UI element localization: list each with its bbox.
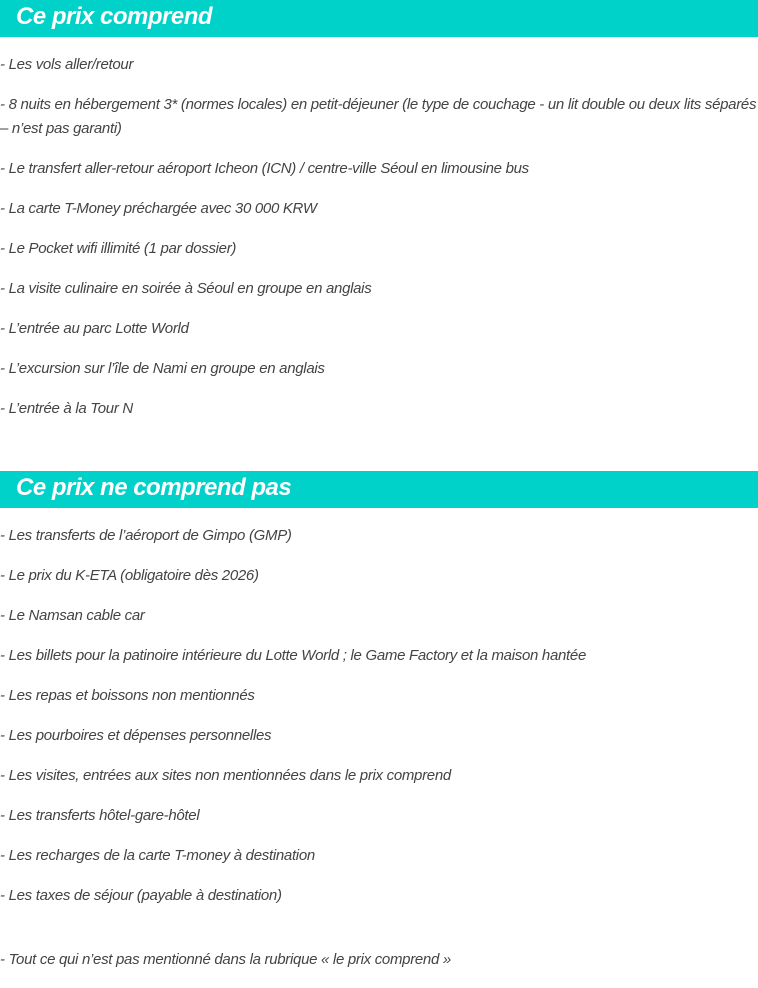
list-item: - Les vols aller/retour	[0, 56, 134, 73]
section-header-included	[0, 0, 758, 37]
list-item: - Le transfert aller-retour aéroport Icheon (ICN) / centre-ville Séoul en limousine bus	[0, 160, 529, 177]
list-item: - Les visites, entrées aux sites non mentionnées dans le prix comprend	[0, 767, 451, 784]
list-item: - Tout ce qui n’est pas mentionné dans la rubrique « le prix comprend »	[0, 951, 451, 968]
list-item: - Les recharges de la carte T-money à destination	[0, 847, 315, 864]
section-header-excluded	[0, 471, 758, 508]
list-item: - Le prix du K-ETA (obligatoire dès 2026)	[0, 567, 259, 584]
list-item: - L’excursion sur l’île de Nami en groupe en anglais	[0, 360, 325, 377]
list-item: - Le Namsan cable car	[0, 607, 145, 624]
section-title: Ce prix comprend	[16, 3, 213, 30]
section-title: Ce prix ne comprend pas	[16, 474, 292, 501]
list-item: - Les pourboires et dépenses personnelles	[0, 727, 272, 744]
list-item: - La carte T-Money préchargée avec 30 000 KRW	[0, 200, 317, 217]
list-item: - L’entrée au parc Lotte World	[0, 320, 189, 337]
list-item: - La visite culinaire en soirée à Séoul en groupe en anglais	[0, 280, 372, 297]
list-item: - 8 nuits en hébergement 3* (normes locales) en petit-déjeuner (le type de couchage - un lit double ou deux lits séparés – n’est pas garanti)	[0, 96, 757, 137]
list-item: - Les taxes de séjour (payable à destination)	[0, 887, 282, 904]
list-item: - Les transferts de l’aéroport de Gimpo (GMP)	[0, 527, 292, 544]
list-item: - Le Pocket wifi illimité (1 par dossier)	[0, 240, 237, 257]
list-item: - Les transferts hôtel-gare-hôtel	[0, 807, 200, 824]
list-item: - Les billets pour la patinoire intérieure du Lotte World ; le Game Factory et la maison hantée	[0, 647, 586, 664]
list-item: - Les repas et boissons non mentionnés	[0, 687, 255, 704]
list-item: - L’entrée à la Tour N	[0, 400, 133, 417]
